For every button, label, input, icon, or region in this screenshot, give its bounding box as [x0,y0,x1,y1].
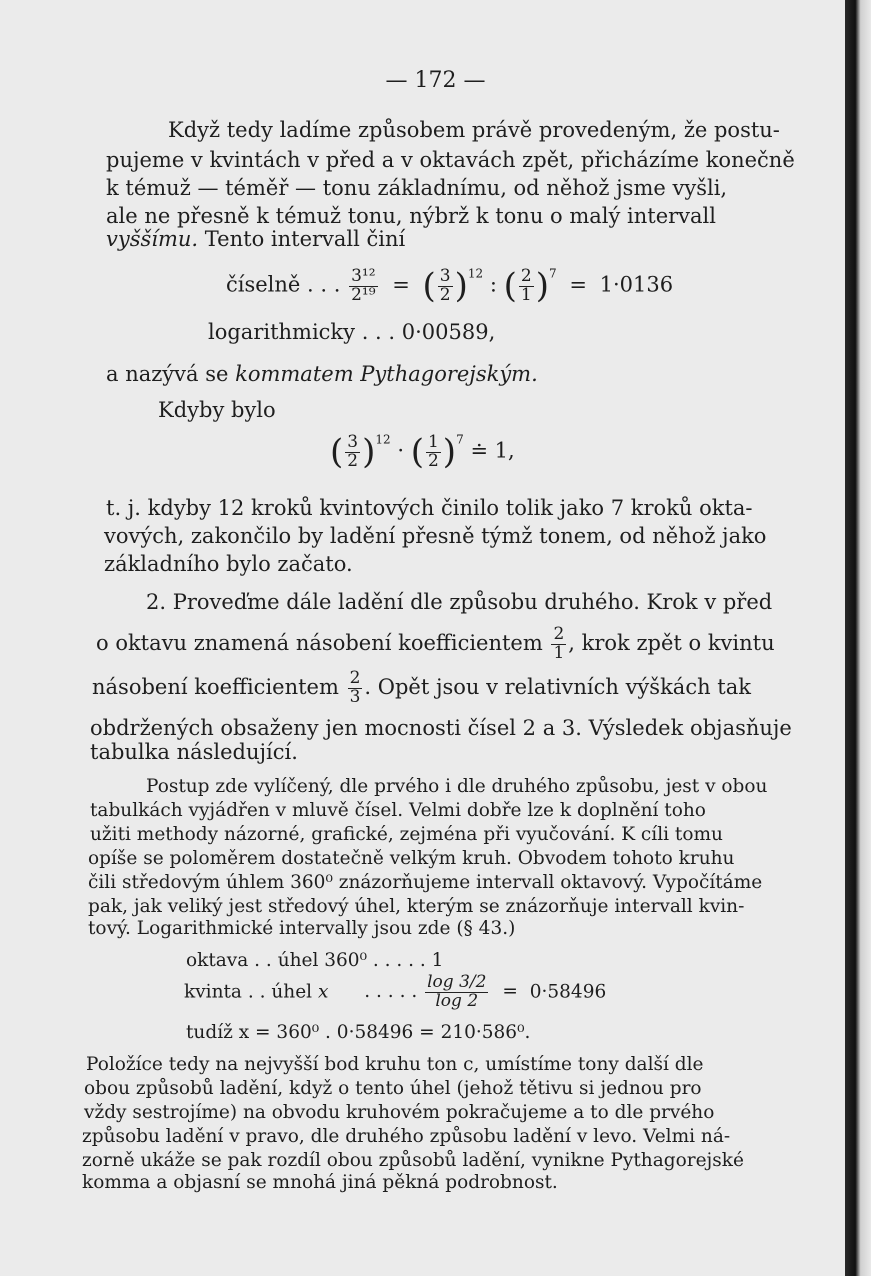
text-line: ale ne přesně k témuž tonu, nýbrž k tonu o malý intervall [106,204,716,228]
italic-text: kommatem Pythagorejským. [235,362,538,386]
fraction: $\frac{1}{2}$ [427,431,439,471]
formula-logarithmicky [208,320,495,344]
text-line: tabulka následující. [90,740,298,764]
text-line: o oktavu znamená násobení koefficientem $\frac{2}{1}$ , krok zpět o kvintu [96,624,775,663]
fraction: $\frac{2}{3}$ [349,668,361,707]
text-line: pujeme v kvintách v před a v oktavách zpět, přicházíme konečně [106,148,795,172]
small-text-line: užiti methody názorné, grafické, zejména při vyučování. K cíli tomu [90,824,723,845]
formula-result: 1·0136 [599,272,674,297]
fraction: $\frac{3}{2}$ [347,431,359,471]
fraction: $\frac{\text{3¹²}}{\text{2¹⁹}}$ [351,265,376,305]
small-text-line: zorně ukáže se pak rozdíl obou způsobů ladění, vynikne Pythagorejské [82,1150,744,1171]
formula-label: číselně . . . [226,272,341,297]
text-line: k témuž — téměř — tonu základnímu, od něhož jsme vyšli, [106,176,728,200]
text-line: vových, zakončilo by ladění přesně týmž tonem, od něhož jako [104,524,767,548]
kvinta-line: kvinta . . úhel x . . . . . $\frac{\log 3/2}{\log 2}$ = 0·58496 [184,972,607,1011]
formula-ciselne: číselně . . . $\frac{\text{3¹²}}{\text{2¹⁹}}$ = ( $\frac{3}{2}$ )$^{12}$ : ( $\frac{2}{1}$ )$^7$ = 1·0136 [226,265,674,306]
page-number: — 172 — [385,68,486,93]
formula-value: 0·00589, [401,320,496,344]
small-text-line: obou způsobů ladění, když o tento úhel (jehož tětivu si jednou pro [84,1078,702,1099]
text-line: násobení koefficientem $\frac{2}{3}$ . Opět jsou v relativních výškách tak [92,668,751,707]
small-text-line: způsobu ladění v pravo, dle druhého způsobu ladění v levo. Velmi ná- [82,1126,731,1147]
text-line: t. j. kdyby 12 kroků kvintových činilo tolik jako 7 kroků okta- [106,496,753,520]
fraction: $\frac{\log 3/2}{\log 2}$ [427,972,487,1011]
small-text-line: vždy sestrojíme) na obvodu kruhovém pokračujeme a to dle prvého [84,1102,715,1123]
fraction: $\frac{2}{1}$ [520,265,532,305]
text-line: Když tedy ladíme způsobem právě provedeným, že postu- [168,118,780,142]
tudiz-line: tudíž x = 360⁰ . 0·58496 = 210·586⁰. [186,1022,531,1043]
oktava-line: oktava . . úhel 360⁰ . . . . . 1 [186,950,444,971]
formula-kdyby: ( $\frac{3}{2}$ )$^{12}$ · ( $\frac{1}{2}$ )$^7$ ≐ 1, [330,431,515,472]
small-text-line: opíše se poloměrem dostatečně velkým kruh. Obvodem tohoto kruhu [88,848,735,869]
fraction: $\frac{3}{2}$ [439,265,451,305]
text-line: a nazývá se kommatem Pythagorejským. [106,362,538,386]
fraction: $\frac{2}{1}$ [553,624,565,663]
text-line [106,227,405,251]
italic-text: vyššímu. [106,227,199,251]
small-text-line: čili středovým úhlem 360⁰ znázorňujeme intervall oktavový. Vypočítáme [88,872,763,893]
small-text-line: tový. Logarithmické intervally jsou zde (§ 43.) [88,918,516,939]
small-text-line: komma a objasní se mnohá jiná pěkná podrobnost. [82,1172,558,1193]
small-text-line: tabulkách vyjádřen v mluvě čísel. Velmi dobře lze k doplnění toho [90,800,706,821]
text-line: 2. Proveďme dále ladění dle způsobu druhého. Krok v před [146,590,773,614]
text-line: základního bylo začato. [104,552,353,576]
small-text-line: Položíce tedy na nejvyšší bod kruhu ton c, umístíme tony další dle [86,1054,704,1075]
text-span: Tento intervall činí [198,227,406,251]
page-edge-shadow [845,0,871,1276]
small-text-line: Postup zde vylíčený, dle prvého i dle druhého způsobu, jest v obou [146,776,768,797]
formula-label: logarithmicky . . . [208,320,396,344]
text-line: obdržených obsaženy jen mocnosti čísel 2 a 3. Výsledek objasňuje [90,716,792,740]
text-line: Kdyby bylo [158,398,276,422]
small-text-line: pak, jak veliký jest středový úhel, kterým se znázorňuje intervall kvin- [88,896,745,917]
